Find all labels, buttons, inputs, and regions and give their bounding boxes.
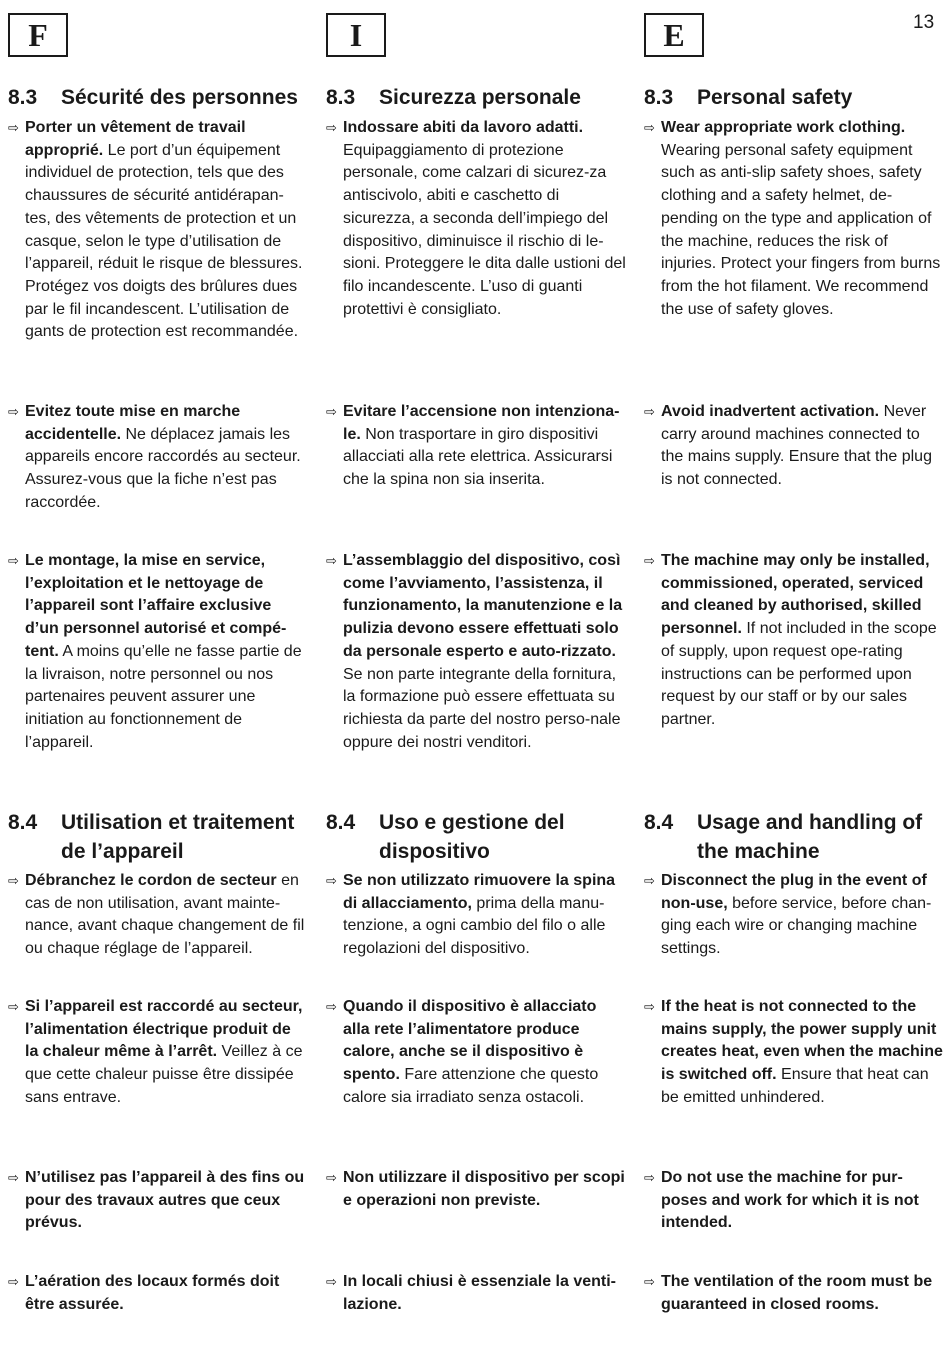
section-heading-8-3 xyxy=(326,83,581,112)
list-item xyxy=(644,401,944,492)
item-text: prima della manu-tenzione, a ogni cambio del filo o alle regolazioni del dispositivo. xyxy=(343,894,606,958)
section-heading-8-4 xyxy=(644,808,944,866)
list-item xyxy=(644,1271,944,1316)
list-item xyxy=(644,870,944,961)
item-bold-text: Si l’appareil est raccordé au secteur, l’alimentation électrique produit de la chaleur même à l’arrêt. xyxy=(25,998,303,1061)
item-bold-text: If the heat is not connected to the mains supply, the power supply unit creates heat, even when the machine is switched off. xyxy=(661,998,943,1084)
list-item xyxy=(8,117,308,344)
section-heading-8-4 xyxy=(326,808,626,866)
arrow-right-icon: ⇨ xyxy=(326,404,337,419)
section-title: Uso e gestione del dispositivo xyxy=(379,811,565,863)
list-item xyxy=(326,117,626,321)
arrow-right-icon: ⇨ xyxy=(8,873,19,888)
arrow-right-icon: ⇨ xyxy=(644,1170,655,1185)
item-bold-text: Quando il dispositivo è allacciato alla rete l’alimentatore produce calore, anche se il dispositivo è spento. xyxy=(343,998,597,1084)
arrow-right-icon: ⇨ xyxy=(326,999,337,1014)
item-text: Veillez à ce que cette chaleur puisse être dissipée sans entrave. xyxy=(25,1043,303,1106)
section-heading-8-3 xyxy=(644,83,852,112)
arrow-right-icon: ⇨ xyxy=(644,1274,655,1289)
item-bold-text: Le montage, la mise en service, l’exploitation et le nettoyage de l’appareil sont l’affaire exclusive d’un personnel autorisé et compé-tent. xyxy=(25,552,287,660)
arrow-right-icon: ⇨ xyxy=(326,1274,337,1289)
arrow-right-icon: ⇨ xyxy=(644,404,655,419)
item-text: before service, before chan-ging each wire or changing machine settings. xyxy=(661,894,932,958)
language-label-box: E xyxy=(644,13,704,57)
item-bold-text: Disconnect the plug in the event of non-use, xyxy=(661,872,927,912)
item-bold-text: L’assemblaggio del dispositivo, così come l’avviamento, l’assistenza, il funzionamento, la manutenzione e la pulizia devono essere effettuati solo da personale esperto e auto-rizzato. xyxy=(343,552,623,660)
section-title: Personal safety xyxy=(697,86,853,109)
item-text: Non trasportare in giro dispositivi allacciati alla rete elettrica. Assicurarsi che la spina non sia inserita. xyxy=(343,425,613,489)
section-title: Sécurité des personnes xyxy=(61,86,298,109)
list-item xyxy=(644,996,944,1110)
arrow-right-icon: ⇨ xyxy=(8,120,19,135)
item-bold-text: N’utilisez pas l’appareil à des fins ou pour des travaux autres que ceux prévus. xyxy=(25,1169,305,1232)
list-item xyxy=(644,1167,944,1235)
list-item xyxy=(8,996,308,1110)
item-text: Equipaggiamento di protezione personale, come calzari di sicurez-za antiscivolo, abiti e caschetto di sicurezza, a seconda dell’impiego del dispositivo, diminuisce il rischio di le-sioni. Proteggere le dita dalle ustioni del filo incandescente. L’uso di guanti protettivi è consigliato. xyxy=(343,141,626,318)
item-text: Fare attenzione che questo calore sia irradiato senza ostacoli. xyxy=(343,1066,599,1106)
list-item xyxy=(326,1271,626,1316)
item-bold-text: Avoid inadvertent activation. xyxy=(661,403,880,420)
item-bold-text: Débranchez le cordon de secteur xyxy=(25,872,277,889)
section-heading-8-4 xyxy=(8,808,308,866)
section-title: Sicurezza personale xyxy=(379,86,581,109)
item-text: Le port d’un équipement individuel de protection, tels que des chaussures de sécurité antidérapan-tes, des vêtements de protection et un casque, selon le type d’utilisation de l’appareil, réduit le risque de blessures. Protégez vos doigts des brûlures dues par le fil incandescent. L’utilisation de gants de protection est recommandée. xyxy=(25,141,303,341)
item-bold-text: Do not use the machine for pur-poses and work for which it is not intended. xyxy=(661,1169,919,1232)
arrow-right-icon: ⇨ xyxy=(326,1170,337,1185)
arrow-right-icon: ⇨ xyxy=(326,120,337,135)
item-bold-text: L’aération des locaux formés doit être assurée. xyxy=(25,1273,280,1313)
item-bold-text: The ventilation of the room must be guaranteed in closed rooms. xyxy=(661,1273,933,1313)
section-number: 8.4 xyxy=(326,811,356,834)
item-text: Never carry around machines connected to the mains supply. Ensure that the plug is not connected. xyxy=(661,403,932,489)
item-text: Wearing personal safety equipment such as anti-slip safety shoes, safety clothing and a safety helmet, de-pending on the type and application of the machine, reduces the risk of injuries. Protect your fingers from burns from the hot filament. We recommend the use of safety gloves. xyxy=(661,141,941,318)
list-item xyxy=(8,401,308,515)
item-bold-text: Porter un vêtement de travail approprié. xyxy=(25,119,246,159)
item-bold-text: Evitez toute mise en marche accidentelle. xyxy=(25,403,241,443)
language-label-box: F xyxy=(8,13,68,57)
list-item xyxy=(326,1167,626,1212)
column-french xyxy=(8,0,308,1364)
item-bold-text: Non utilizzare il dispositivo per scopi e operazioni non previste. xyxy=(343,1169,625,1209)
item-text: Ensure that heat can be emitted unhindered. xyxy=(661,1066,929,1106)
item-bold-text: Se non utilizzato rimuovere la spina di allacciamento, xyxy=(343,872,616,912)
item-bold-text: The machine may only be installed, commissioned, operated, serviced and cleaned by authorised, skilled personnel. xyxy=(661,552,930,638)
item-text: If not included in the scope of supply, upon request ope-rating instructions can be performed upon request by our staff or by our sales partner. xyxy=(661,620,937,728)
list-item xyxy=(8,550,308,754)
section-number: 8.4 xyxy=(8,811,38,834)
language-label-box: I xyxy=(326,13,386,57)
arrow-right-icon: ⇨ xyxy=(8,999,19,1014)
arrow-right-icon: ⇨ xyxy=(326,553,337,568)
list-item xyxy=(8,1167,308,1235)
arrow-right-icon: ⇨ xyxy=(8,1170,19,1185)
section-heading-8-3 xyxy=(8,83,298,112)
arrow-right-icon: ⇨ xyxy=(8,1274,19,1289)
arrow-right-icon: ⇨ xyxy=(644,999,655,1014)
list-item xyxy=(8,870,308,961)
item-text: en cas de non utilisation, avant mainte-nance, avant chaque changement de fil ou chaque réglage de l’appareil. xyxy=(25,872,305,958)
section-number: 8.3 xyxy=(644,86,674,109)
section-number: 8.4 xyxy=(644,811,674,834)
item-bold-text: Indossare abiti da lavoro adatti. xyxy=(343,119,584,136)
item-text: Ne déplacez jamais les appareils encore raccordés au secteur. Assurez-vous que la fiche n’est pas raccordée. xyxy=(25,425,301,511)
page-number: 13 xyxy=(913,12,935,33)
arrow-right-icon: ⇨ xyxy=(8,553,19,568)
item-bold-text: Evitare l’accensione non intenziona-le. xyxy=(343,403,620,443)
section-number: 8.3 xyxy=(8,86,38,109)
arrow-right-icon: ⇨ xyxy=(644,873,655,888)
list-item xyxy=(326,996,626,1110)
item-text: Se non parte integrante della fornitura, la formazione può essere effettuata su richiesta da parte del nostro perso-nale oppure dei nostri venditori. xyxy=(343,665,621,751)
arrow-right-icon: ⇨ xyxy=(644,120,655,135)
arrow-right-icon: ⇨ xyxy=(8,404,19,419)
list-item xyxy=(644,550,944,732)
column-english xyxy=(644,0,944,1364)
section-title: Usage and handling of the machine xyxy=(697,811,923,863)
list-item xyxy=(326,870,626,961)
arrow-right-icon: ⇨ xyxy=(644,553,655,568)
section-number: 8.3 xyxy=(326,86,356,109)
arrow-right-icon: ⇨ xyxy=(326,873,337,888)
list-item xyxy=(326,401,626,492)
list-item xyxy=(644,117,944,321)
list-item xyxy=(8,1271,308,1316)
item-text: A moins qu’elle ne fasse partie de la livraison, notre personnel ou nos partenaires peuvent assurer une initiation au fonctionnement de l’appareil. xyxy=(25,642,302,751)
column-italian xyxy=(326,0,626,1364)
section-title: Utilisation et traitement de l’appareil xyxy=(61,811,295,863)
item-bold-text: In locali chiusi è essenziale la venti-lazione. xyxy=(343,1273,616,1313)
list-item xyxy=(326,550,626,754)
item-bold-text: Wear appropriate work clothing. xyxy=(661,119,906,136)
